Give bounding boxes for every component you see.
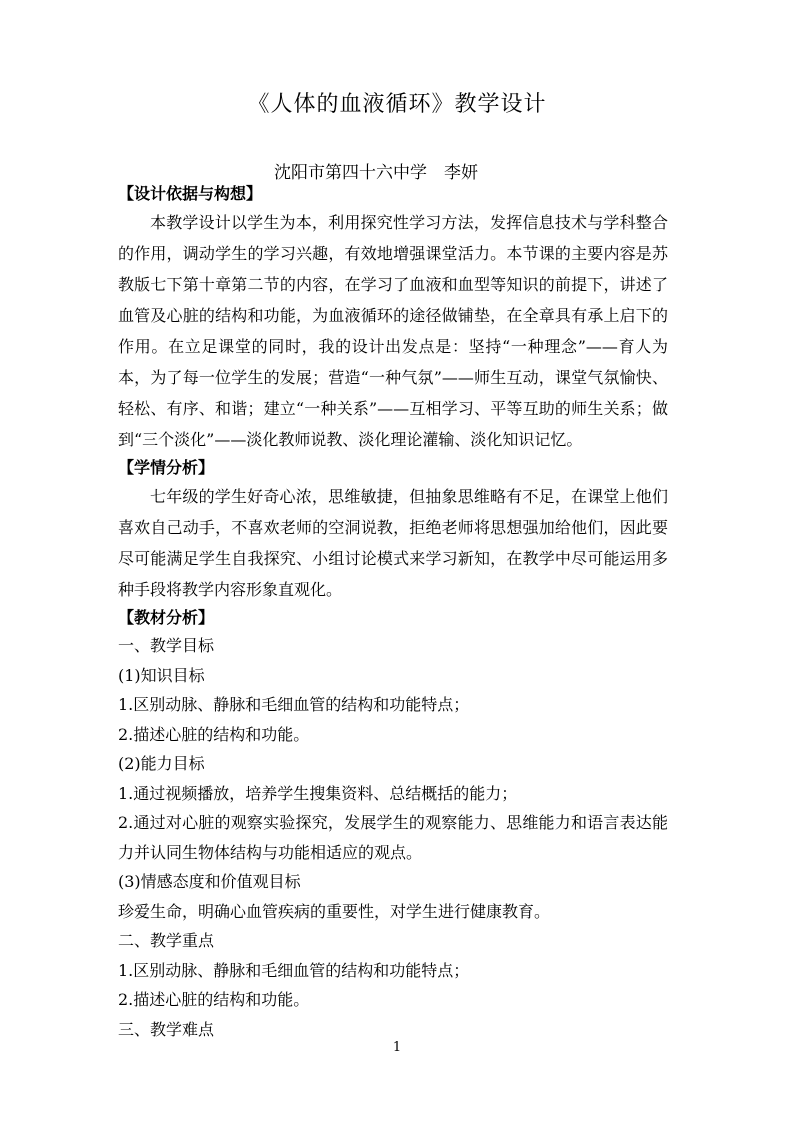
knowledge-goal-item: 1.区别动脉、静脉和毛细血管的结构和功能特点； (118, 695, 470, 714)
learner-analysis-paragraph: 七年级的学生好奇心浓，思维敏捷，但抽象思维略有不足，在课堂上他们喜欢自己动手，不喜欢老师的空洞说教，拒绝老师将思想强加给他们，因此要尽可能满足学生自我探究、小组讨论模式来学习新知，在教学中尽可能运用多种手段将教学内容形象直观化。 (118, 487, 668, 599)
section-heading-design-basis: 【设计依据与构想】 (118, 184, 263, 203)
document-title: 《人体的血液循环》教学设计 (247, 92, 547, 117)
teaching-goals-title: 一、教学目标 (118, 636, 215, 655)
knowledge-goal-item: 2.描述心脏的结构和功能。 (118, 724, 310, 744)
section-heading-learner-analysis: 【学情分析】 (118, 458, 215, 477)
key-points-title: 二、教学重点 (118, 931, 215, 950)
key-point-item: 2.描述心脏的结构和功能。 (118, 990, 310, 1009)
page-number: 1 (392, 1040, 402, 1055)
emotion-goal-item: 珍爱生命，明确心血管疾病的重要性，对学生进行健康教育。 (118, 901, 551, 921)
key-point-item: 1.区别动脉、静脉和毛细血管的结构和功能特点； (118, 960, 470, 980)
design-basis-paragraph: 本教学设计以学生为本，利用探究性学习方法，发挥信息技术与学科整合的作用，调动学生的学习兴趣，有效地增强课堂活力。本节课的主要内容是苏教版七下第十章第二节的内容，在学习了血液和血型等知识的前提下，讲述了血管及心脏的结构和功能，为血液循环的途径做铺垫，在全章具有承上启下的作用。在立足课堂的同时，我的设计出发点是：坚持“一种理念”——育人为本，为了每一位学生的发展；营造“一种气氛”——师生互动，课堂气氛愉快、轻松、有序、和谐；建立“一种关系”——互相学习、平等互助的师生关系；做到“三个淡化”——淡化教师说教、淡化理论灌输、淡化知识记忆。 (118, 213, 668, 449)
ability-goals-title: (2)能力目标 (118, 754, 205, 773)
emotion-goals-title: (3)情感态度和价值观目标 (118, 872, 301, 891)
difficulty-title: 三、教学难点 (118, 1019, 215, 1039)
ability-goal-item: 2.通过对心脏的观察实验探究，发展学生的观察能力、思维能力和语言表达能力并认同生物体结构与功能相适应的观点。 (118, 813, 668, 862)
section-heading-material-analysis: 【教材分析】 (118, 608, 215, 627)
document-body (118, 181, 668, 1044)
author-line: 沈阳市第四十六中学 李妍 (274, 163, 478, 183)
knowledge-goals-title: (1)知识目标 (118, 665, 205, 685)
ability-goal-item: 1.通过视频播放，培养学生搜集资料、总结概括的能力； (118, 783, 518, 803)
